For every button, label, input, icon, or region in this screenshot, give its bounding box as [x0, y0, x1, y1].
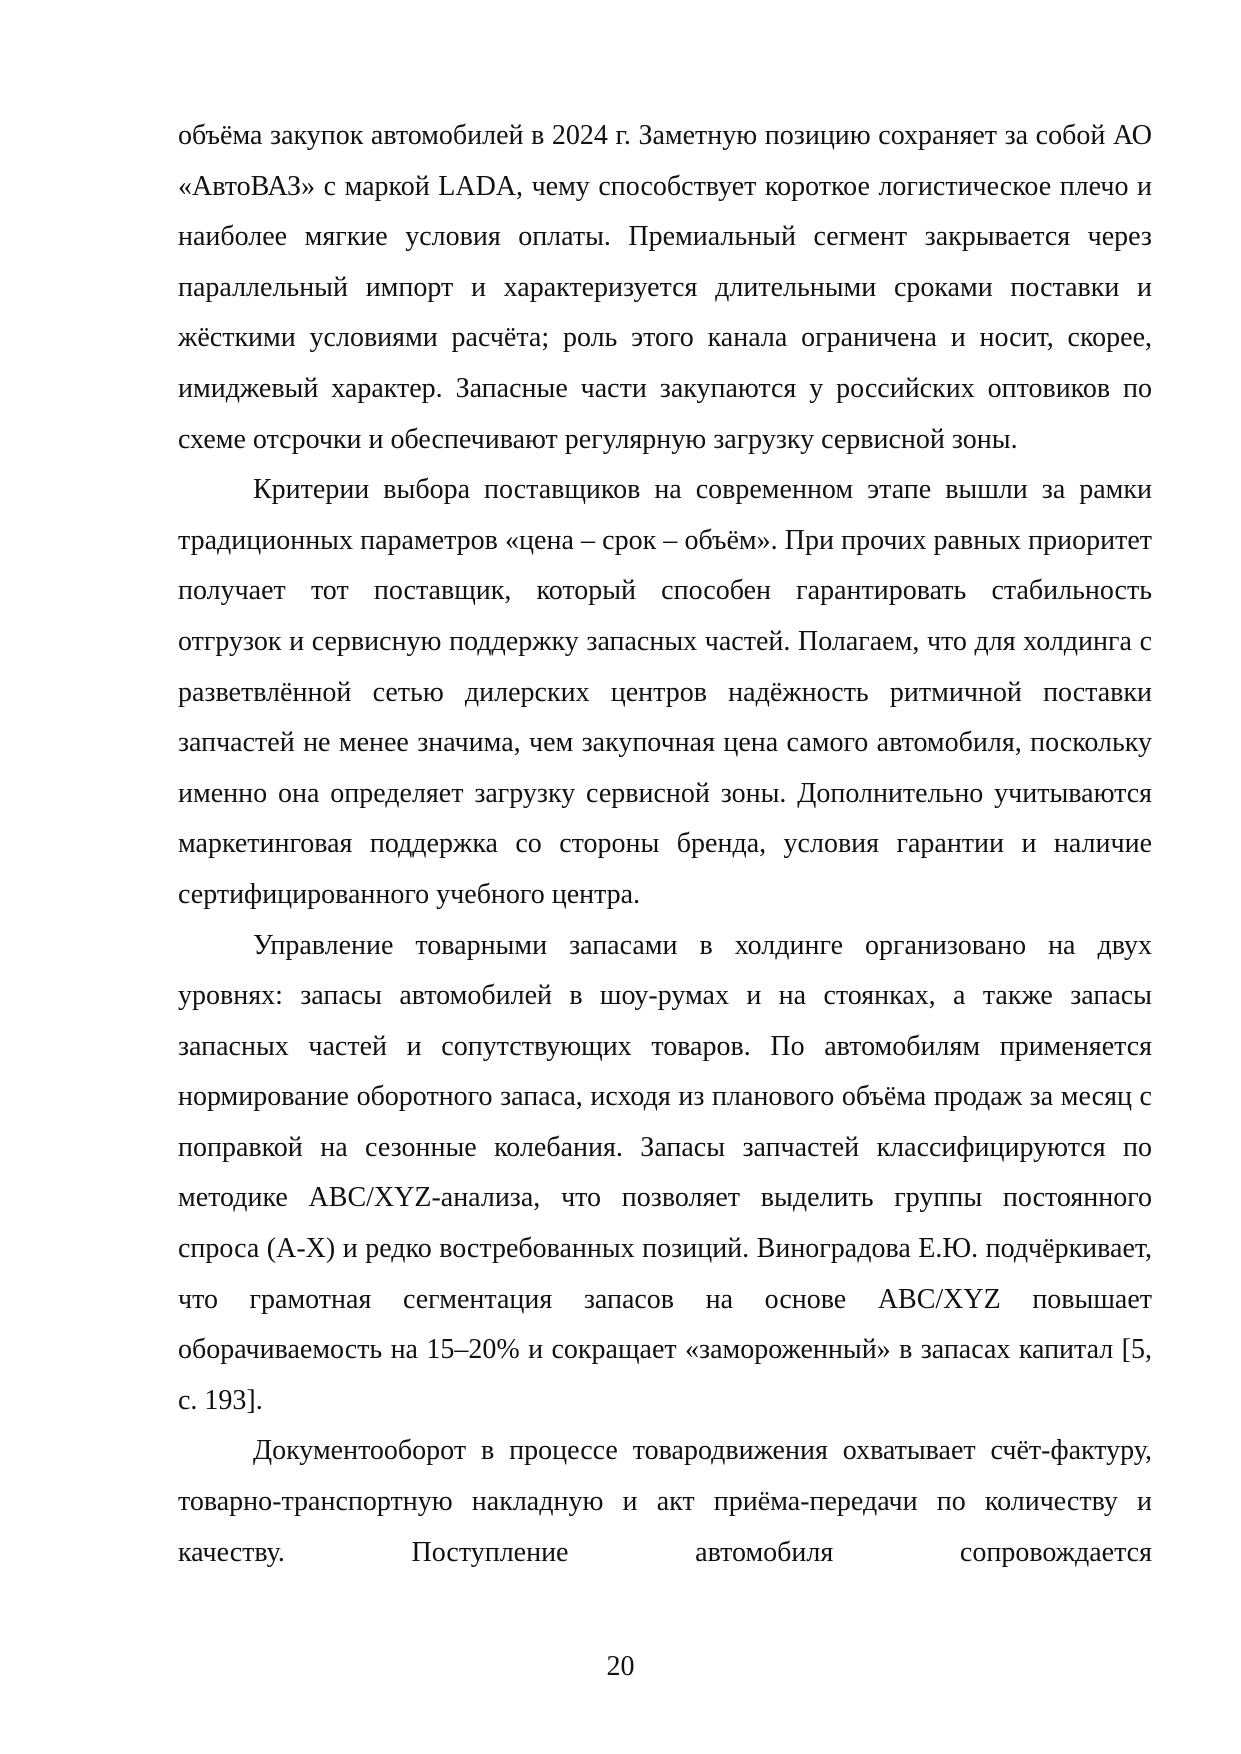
paragraph-1: объёма закупок автомобилей в 2024 г. Заметную позицию сохраняет за собой АО «АвтоВАЗ» с маркой LADA, чему способствует короткое логистическое плечо и наиболее мягкие условия оплаты. Премиальный сегмент закрывается через параллельный импорт и характеризуется длительными сроками поставки и жёсткими условиями расчёта; роль этого канала ограничена и носит, скорее, имиджевый характер. Запасные части закупаются у российских оптовиков по схеме отсрочки и обеспечивают регулярную загрузку сервисной зоны. [178, 120, 1152, 455]
paragraph-2: Критерии выбора поставщиков на современном этапе вышли за рамки традиционных параметров «цена – срок – объём». При прочих равных приоритет получает тот поставщик, который способен гарантировать стабильность отгрузок и сервисную поддержку запасных частей. Полагаем, что для холдинга с разветвлённой сетью дилерских центров надёжность ритмичной поставки запчастей не менее значима, чем закупочная цена самого автомобиля, поскольку именно она определяет загрузку сервисной зоны. Дополнительно учитываются маркетинговая поддержка со стороны бренда, условия гарантии и наличие сертифицированного учебного центра. [178, 474, 1152, 910]
page-number: 20 [606, 1651, 635, 1682]
paragraph-4: Документооборот в процессе товародвижения охватывает счёт-фактуру, товарно-транспортную накладную и акт приёма-передачи по количеству и качеству. Поступление автомобиля сопровождается [178, 1435, 1152, 1568]
document-body [178, 111, 1152, 1578]
paragraph-3: Управление товарными запасами в холдинге организовано на двух уровнях: запасы автомобилей в шоу-румах и на стоянках, а также запасы запасных частей и сопутствующих товаров. По автомобилям применяется нормирование оборотного запаса, исходя из планового объёма продаж за месяц с поправкой на сезонные колебания. Запасы запчастей классифицируются по методике ABC/XYZ-анализа, что позволяет выделить группы постоянного спроса (A-X) и редко востребованных позиций. Виноградова Е.Ю. подчёркивает, что грамотная сегментация запасов на основе ABC/XYZ повышает оборачиваемость на 15–20% и сокращает «замороженный» в запасах капитал [5, с. 193]. [178, 929, 1152, 1416]
